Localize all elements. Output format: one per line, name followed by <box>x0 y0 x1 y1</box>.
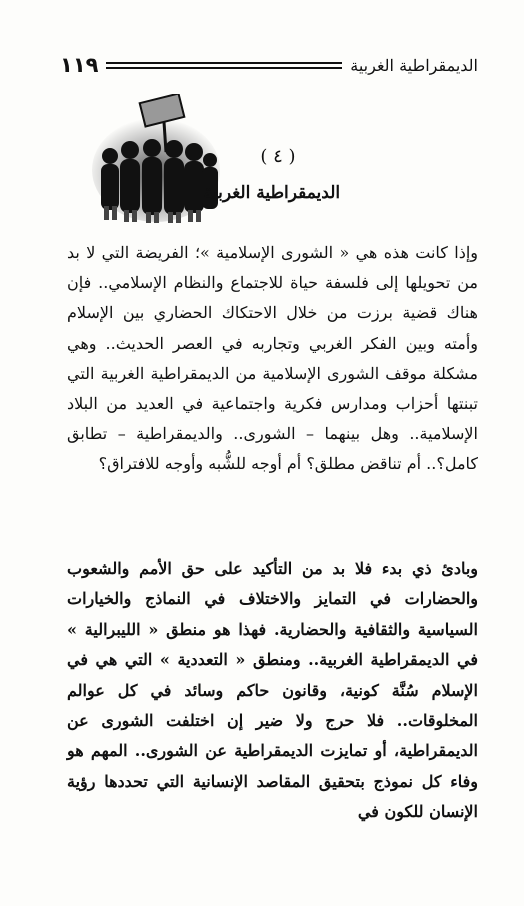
paragraph-1: وإذا كانت هذه هي « الشورى الإسلامية »؛ الفريضة التي لا بد من تحويلها إلى فلسفة حياة للاجتماع والنظام الإسلامي.. فإن هناك قضية برزت من خلال الاحتكاك الحضاري بين الإسلام وأمته وبين الفكر الغربي وتجاربه في العصر الحديث.. وهي مشكلة موقف الشورى الإسلامية من الديمقراطية الغربية التي تبنتها أحزاب ومدارس فكرية واجتماعية في العديد من البلاد الإسلامية.. وهل بينهما – الشورى.. والديمقراطية – تطابق كامل؟.. أم تناقض مطلق؟ أم أوجه للشُّبه وأوجه للافتراق؟ <box>67 243 479 474</box>
chapter-number: ( ٤ ) <box>260 146 296 167</box>
running-header <box>60 52 478 78</box>
running-title: الديمقراطية الغربية <box>350 55 478 75</box>
paragraph-2: وبادئ ذي بدء فلا بد من التأكيد على حق الأمم والشعوب والحضارات في التمايز والاختلاف في النماذج والخيارات السياسية والثقافية والحضارية. فهذا هو منطق « الليبرالية » في الديمقراطية الغربية.. ومنطق « التعددية » التي هي في الإسلام سُنَّة كونية، وقانون حاكم وسائد في كل عوالم المخلوقات.. فلا حرج ولا ضير إن اختلفت الشورى عن الديمقراطية، أو تمايزت الديمقراطية عن الشورى.. المهم هو وفاء كل نموذج بتحقيق المقاصد الإنسانية التي تحددها رؤية الإنسان للكون في <box>67 559 478 822</box>
chapter-emblem-image <box>90 94 226 224</box>
chapter-title: الديمقراطية الغربية <box>203 183 341 203</box>
page-number: ١١٩ <box>60 53 99 77</box>
header-rule <box>106 62 342 69</box>
